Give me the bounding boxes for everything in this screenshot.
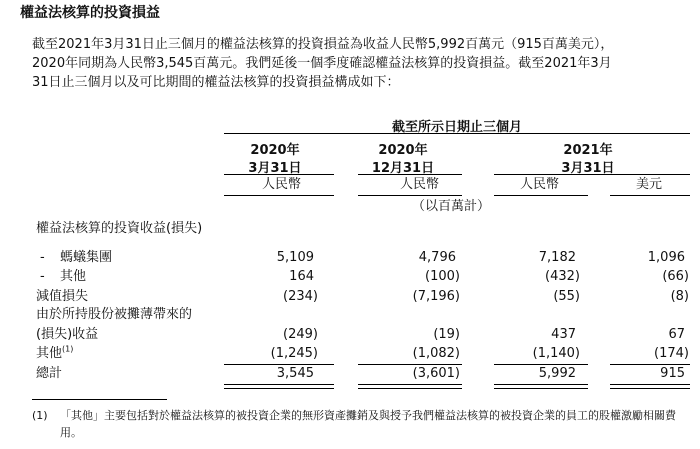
- footnote-divider: [32, 399, 167, 400]
- row-label: 其他: [60, 269, 87, 284]
- row-label: 螞蟻集團: [60, 250, 113, 265]
- col3-currency: 人民幣: [520, 177, 560, 192]
- col34-rule: [494, 174, 690, 175]
- cell-value: 67: [668, 327, 685, 342]
- col2-rule: [358, 174, 462, 175]
- cell-value: (8): [670, 289, 689, 304]
- cell-value: 7,182: [538, 250, 576, 265]
- currency-rule-4: [610, 195, 690, 196]
- cell-value: 5,109: [276, 250, 314, 265]
- row-label: 減值損失: [36, 289, 89, 304]
- cell-value: (55): [553, 289, 580, 304]
- row-label: 其他$^{(1)}$: [36, 344, 74, 361]
- currency-rule-2: [358, 195, 462, 196]
- cell-value: 1,096: [647, 250, 685, 265]
- cell-value: (432): [545, 269, 580, 284]
- cell-value: (7,196): [412, 289, 460, 304]
- col3-year: 2021年: [563, 143, 613, 158]
- col2-date: 12月31日: [371, 161, 435, 176]
- col1-year: 2020年: [250, 143, 300, 158]
- footnote-text-cont: 用。: [60, 426, 82, 439]
- total-double-rule-2: [358, 384, 462, 389]
- total-double-rule-1: [224, 384, 334, 389]
- row-dash: -: [40, 269, 45, 284]
- cell-value: 437: [551, 327, 576, 342]
- total-value: (3,601): [412, 366, 460, 381]
- header-rule: [224, 133, 690, 134]
- total-double-rule-3: [494, 384, 588, 389]
- row-label: (損失)收益: [36, 327, 99, 342]
- cell-value: (1,082): [412, 346, 460, 361]
- col2-year: 2020年: [378, 143, 428, 158]
- currency-rule-3: [494, 195, 588, 196]
- cell-value: (249): [283, 327, 318, 342]
- paragraph-line-1: 截至2021年3月31日止三個月的權益法核算的投資損益為收益人民幣5,992百萬元（915百萬美元），: [32, 37, 614, 52]
- section-title: 權益法核算的投資損益: [20, 5, 160, 21]
- col1-rule: [224, 174, 334, 175]
- col1-date: 3月31日: [248, 161, 302, 176]
- cell-value: (19): [433, 327, 460, 342]
- footnote-ref: (1): [62, 344, 74, 354]
- period-header: 截至所示日期止三個月: [391, 120, 522, 135]
- col1-currency: 人民幣: [262, 177, 302, 192]
- footnote-text: 「其他」主要包括對於權益法核算的被投資企業的無形資產攤銷及與授予我們權益法核算的被投資企業的員工的股權激勵相關費: [60, 409, 676, 422]
- subtotal-rule-4: [610, 364, 690, 365]
- cell-value: (234): [283, 289, 318, 304]
- total-value: 3,545: [276, 366, 314, 381]
- paragraph-line-2: 2020年同期為人民幣3,545百萬元。我們延後一個季度確認權益法核算的投資損益。截至2021年3月: [32, 56, 612, 71]
- currency-rule-1: [224, 195, 334, 196]
- cell-value: (100): [425, 269, 460, 284]
- total-double-rule-4: [610, 384, 690, 389]
- total-value: 915: [660, 366, 685, 381]
- section-label: 權益法核算的投資收益(損失): [36, 221, 203, 236]
- col3-date: 3月31日: [561, 161, 615, 176]
- subtotal-rule-2: [358, 364, 462, 365]
- total-value: 5,992: [538, 366, 576, 381]
- row-label: 由於所持股份被攤薄帶來的: [36, 307, 193, 322]
- cell-value: 4,796: [418, 250, 456, 265]
- cell-value: (174): [654, 346, 689, 361]
- cell-value: (66): [662, 269, 689, 284]
- paragraph-line-3: 31日止三個月以及可比期間的權益法核算的投資損益構成如下：: [32, 75, 400, 90]
- total-label: 總計: [36, 366, 63, 381]
- col4-currency: 美元: [636, 177, 663, 192]
- row-dash: -: [40, 250, 45, 265]
- cell-value: (1,245): [270, 346, 318, 361]
- footnote-marker: (1): [32, 409, 48, 422]
- cell-value: (1,140): [532, 346, 580, 361]
- subtotal-rule-3: [494, 364, 588, 365]
- subtotal-rule-1: [224, 364, 334, 365]
- col2-currency: 人民幣: [400, 177, 440, 192]
- unit-note: （以百萬計）: [412, 199, 491, 214]
- cell-value: 164: [289, 269, 314, 284]
